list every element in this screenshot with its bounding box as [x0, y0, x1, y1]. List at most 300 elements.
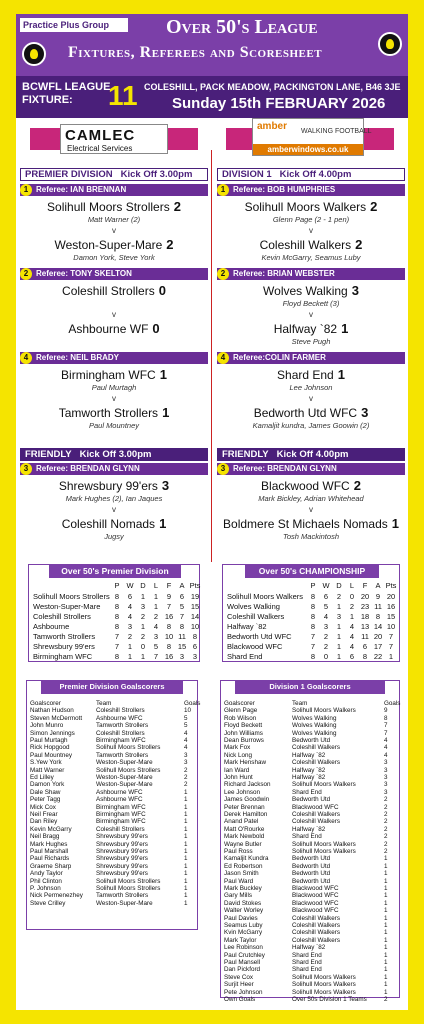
stat-value: 7 — [114, 642, 120, 651]
scorer-name: Simon Jennings — [30, 729, 75, 737]
versus-label: v — [309, 226, 313, 235]
scorer-name: Steven McDermott — [30, 714, 83, 722]
stat-value: 13 — [360, 622, 370, 631]
away-team — [217, 516, 405, 531]
scorer-name: Steve Crilley — [30, 899, 66, 907]
scorer-name: Phil Clinton — [30, 877, 62, 885]
team-name: Wolves Walking — [227, 602, 280, 611]
scorer-goals: 1 — [184, 862, 188, 870]
scorer-row — [30, 752, 193, 759]
league-subtitle: Fixtures, Referees and Scoresheet — [68, 44, 323, 61]
away-scorers: Kevin McGarry, Seamus Luby — [261, 253, 361, 262]
scorer-team: Solihull Moors Strollers — [96, 877, 161, 885]
home-scorers: Mark Hughes (2), Ian Jaques — [65, 494, 163, 503]
referee-name: Referee: BOB HUMPHRIES — [233, 185, 336, 194]
scorer-team: Solihull Moors Strollers — [96, 766, 161, 774]
scorer-row — [224, 826, 395, 833]
stat-value: 5 — [323, 602, 329, 611]
scorer-team: Shrewsbury 99'ers — [96, 840, 148, 848]
scorer-team: Coleshill Walkers — [292, 811, 341, 818]
kickoff-time: Kick Off 3.00pm — [120, 169, 193, 180]
team-name: Wolves Walking — [263, 284, 348, 298]
scorer-goals: 5 — [184, 722, 188, 730]
referee-bar — [217, 463, 405, 475]
scorer-row — [224, 937, 395, 944]
home-team — [217, 367, 405, 382]
column-header: W — [126, 581, 134, 590]
stat-value: 9 — [166, 592, 172, 601]
scorer-goals: 2 — [184, 774, 188, 781]
stat-value: 7 — [388, 642, 394, 651]
scorer-team: Coleshill Walkers — [292, 759, 341, 767]
scorer-name: Paul Mansell — [224, 959, 261, 966]
scorer-row — [30, 781, 193, 788]
scorer-goals: 3 — [384, 781, 388, 789]
team-name: Coleshill Nomads — [61, 517, 156, 531]
scorer-team: Ashbourne WFC — [96, 714, 143, 722]
scorer-name: Dan Riley — [30, 818, 58, 826]
scorer-team: Wolves Walking — [292, 714, 337, 722]
stat-value: 14 — [190, 612, 200, 621]
sponsor-left-name: CAMLEC — [65, 127, 136, 144]
scorer-name: Matt Warner — [30, 766, 65, 774]
stat-value: 7 — [179, 612, 185, 621]
scorer-row — [30, 885, 193, 892]
stat-value: 8 — [375, 612, 381, 621]
match-number: 2 — [217, 268, 229, 280]
scorer-team: Shard End — [292, 959, 322, 966]
scorer-team: Solihull Moors Walkers — [292, 848, 356, 855]
scorer-team: Weston-Super-Mare — [96, 759, 153, 767]
table-row — [227, 612, 403, 622]
stat-value: 7 — [153, 652, 159, 661]
league-logo-right-icon — [378, 32, 402, 56]
scorer-team: Halfway `82 — [292, 825, 326, 833]
scorer-team: Blackwood WFC — [292, 803, 339, 811]
stat-value: 8 — [310, 602, 316, 611]
scorer-goals: 2 — [384, 840, 388, 848]
scorer-row — [30, 855, 193, 862]
scorer-row — [224, 744, 395, 751]
scorer-row — [30, 737, 193, 744]
table-row — [227, 602, 403, 612]
table-row — [33, 632, 203, 642]
scorer-goals: 1 — [184, 788, 188, 796]
scorer-row — [30, 774, 193, 781]
league-code: BCWFL LEAGUE FIXTURE: — [22, 81, 111, 106]
scorer-name: Paul Crutchley — [224, 951, 265, 959]
scorer-goals: 2 — [384, 818, 388, 826]
column-header: L — [153, 581, 159, 590]
referee-name: Referee: TONY SKELTON — [36, 269, 132, 278]
scorer-goals: 2 — [384, 796, 388, 804]
home-scorers: Lee Johnson — [289, 383, 333, 392]
stat-value: 1 — [336, 602, 342, 611]
premier-goalscorers-title: Premier Division Goalscorers — [41, 680, 183, 694]
scorer-row — [224, 789, 395, 796]
stat-value: 7 — [166, 602, 172, 611]
kickoff-time: Kick Off 3.00pm — [79, 449, 152, 460]
scorer-team: Weston-Super-Mare — [96, 774, 153, 781]
scorer-row — [224, 966, 395, 973]
stat-value: 3 — [179, 652, 185, 661]
scorer-row — [30, 796, 193, 803]
stat-value: 15 — [190, 602, 200, 611]
column-header: F — [362, 581, 368, 590]
scorer-row — [224, 989, 395, 996]
scorer-row — [224, 863, 395, 870]
scorer-row — [30, 767, 193, 774]
table-row — [33, 652, 203, 662]
scorer-goals: Goals — [184, 700, 201, 707]
scorer-row — [30, 811, 193, 818]
scorer-row — [224, 730, 395, 737]
stat-value: 16 — [386, 602, 396, 611]
scorer-name: Anand Patel — [224, 818, 259, 826]
scorer-name: Rick Hopgood — [30, 744, 70, 752]
stat-value: 10 — [386, 622, 396, 631]
scorer-name: Paul Ward — [224, 877, 254, 885]
scorer-team: Halfway `82 — [292, 774, 326, 781]
stat-value: 1 — [349, 612, 355, 621]
team-name: Ashbourne WF — [68, 322, 149, 336]
section-bar — [20, 448, 208, 461]
sponsor-right-name: amber — [257, 121, 288, 132]
scorer-name: Jason Smith — [224, 870, 259, 878]
scorer-goals: 2 — [184, 766, 188, 774]
stat-value: 23 — [360, 602, 370, 611]
scorer-team: Shrewsbury 99'ers — [96, 855, 148, 863]
scorer-team: Wolves Walking — [292, 722, 337, 730]
match-number: 1 — [217, 184, 229, 196]
team-score: 3 — [161, 478, 170, 493]
stat-value: 4 — [349, 622, 355, 631]
fixture-number: 11 — [108, 80, 138, 111]
scorer-team: Halfway `82 — [292, 766, 326, 774]
kickoff-time: Kick Off 4.00pm — [276, 449, 349, 460]
scorer-name: Gary Mills — [224, 892, 252, 900]
stat-value: 8 — [310, 622, 316, 631]
scorer-goals: 1 — [184, 855, 188, 863]
scorer-team: Solihull Moors Walkers — [292, 988, 356, 996]
referee-bar — [217, 268, 405, 280]
division1-goalscorers — [220, 680, 401, 1003]
scorer-team: Blackwood WFC — [292, 899, 339, 907]
stat-value: 5 — [179, 602, 185, 611]
scorer-goals: 1 — [184, 870, 188, 878]
stat-value: 7 — [310, 632, 316, 641]
scorer-team: Coleshill Walkers — [292, 818, 341, 826]
scorer-team: Bedworth Utd — [292, 796, 331, 804]
scorer-row — [224, 870, 395, 877]
stat-value: 2 — [140, 612, 146, 621]
scorer-row — [30, 707, 193, 714]
scorer-row — [30, 863, 193, 870]
scorer-name: Own Goals — [224, 996, 256, 1003]
scorer-row — [224, 715, 395, 722]
org-name: Practice Plus Group — [20, 18, 128, 32]
scorer-team: Team — [292, 700, 308, 707]
stat-value: 1 — [127, 652, 133, 661]
referee-bar — [217, 352, 405, 364]
scorer-row — [224, 907, 395, 914]
scorer-row — [30, 722, 193, 729]
scorer-goals: 1 — [384, 959, 388, 966]
table-row — [227, 622, 403, 632]
scorer-goals: 1 — [184, 803, 188, 811]
column-header: A — [179, 581, 185, 590]
scorer-team: Over 50s Division 1 Teams — [292, 996, 367, 1003]
scorer-goals: 1 — [184, 811, 188, 818]
scorer-goals: 4 — [384, 751, 388, 759]
referee-name: Referee: IAN BRENNAN — [36, 185, 127, 194]
away-team — [20, 516, 208, 531]
away-team — [20, 237, 208, 252]
scorer-goals: 1 — [384, 944, 388, 952]
away-scorers: Jugsy — [104, 532, 124, 541]
scorer-name: Derek Hamilton — [224, 811, 268, 818]
column-header: F — [166, 581, 172, 590]
scorer-name: Ed Robertson — [224, 862, 263, 870]
stat-value: 1 — [336, 642, 342, 651]
away-team — [217, 237, 405, 252]
scorer-goals: 2 — [384, 825, 388, 833]
home-scorers: Glenn Page (2 - 1 pen) — [272, 215, 350, 224]
scorer-name: Nick Long — [224, 751, 253, 759]
scorer-team: Coleshill Walkers — [292, 922, 341, 929]
scorer-goals: 1 — [384, 870, 388, 878]
table-row — [33, 622, 203, 632]
scorer-row — [224, 981, 395, 988]
scorer-name: Peter Tagg — [30, 796, 61, 804]
match-date: Sunday 15th FEBRUARY 2026 — [172, 95, 386, 112]
scorer-row — [224, 796, 395, 803]
scorer-name: Damon York — [30, 781, 65, 789]
scorer-name: Walter Worley — [224, 907, 264, 915]
stat-value: 4 — [127, 602, 133, 611]
scorer-goals: 7 — [384, 729, 388, 737]
team-name: Birmingham WFC — [33, 652, 93, 661]
sponsor-right-sub: WALKING FOOTBALL — [301, 128, 372, 135]
scorer-row — [224, 841, 395, 848]
referee-name: Referee: NEIL BRADY — [36, 353, 119, 362]
scorer-row — [224, 774, 395, 781]
away-scorers: Damon York, Steve York — [73, 253, 155, 262]
stat-value: 16 — [164, 612, 174, 621]
scorer-team: Solihull Moors Walkers — [292, 981, 356, 989]
home-scorers: Floyd Beckett (3) — [282, 299, 340, 308]
scorer-team: Weston-Super-Mare — [96, 781, 153, 789]
column-header: Pts — [385, 581, 397, 590]
scorer-name: Dan Pickford — [224, 966, 261, 974]
league-title: Over 50's League — [166, 16, 318, 38]
scorer-goals: Goals — [384, 700, 401, 707]
scorer-team: Solihull Moors Walkers — [292, 973, 356, 981]
scorer-name: Glenn Page — [224, 707, 258, 715]
sponsor-left — [60, 124, 168, 154]
scorer-row — [224, 878, 395, 885]
scorer-team: Coleshill Walkers — [292, 744, 341, 752]
stat-value: 1 — [336, 622, 342, 631]
scorer-goals: 2 — [384, 803, 388, 811]
table-row — [227, 642, 403, 652]
scorer-name: Ian Ward — [224, 766, 250, 774]
stat-value: 2 — [323, 632, 329, 641]
scorer-row — [224, 915, 395, 922]
team-score: 3 — [361, 405, 369, 420]
section-bar — [20, 168, 208, 181]
scorer-name: Nick Permenezhey — [30, 892, 83, 900]
sponsor-right — [252, 118, 372, 156]
scorer-row — [224, 855, 395, 862]
scorer-team: Solihull Moors Walkers — [292, 840, 356, 848]
scorer-team: Weston-Super-Mare — [96, 899, 153, 907]
stat-value: 2 — [140, 632, 146, 641]
stat-value: 8 — [114, 652, 120, 661]
stat-value: 8 — [192, 632, 198, 641]
scorer-goals: 1 — [184, 796, 188, 804]
stat-value: 4 — [127, 612, 133, 621]
scorer-team: Coleshill Walkers — [292, 936, 341, 944]
scorer-goals: 1 — [184, 818, 188, 826]
scorer-name: Surjit Heer — [224, 981, 254, 989]
team-name: Weston-Super-Mare — [33, 602, 101, 611]
stat-value: 4 — [349, 632, 355, 641]
scorer-row — [30, 818, 193, 825]
scorer-team: Birmingham WFC — [96, 803, 146, 811]
scorer-team: Bedworth Utd — [292, 737, 331, 744]
scorer-goals: 2 — [384, 811, 388, 818]
team-score: 3 — [351, 283, 359, 298]
scorer-goals: 9 — [384, 707, 388, 715]
scorer-row — [224, 833, 395, 840]
scorer-goals: 4 — [184, 729, 188, 737]
scorer-goals: 1 — [384, 929, 388, 937]
premier-goalscorers — [26, 680, 201, 930]
scorer-row — [224, 952, 395, 959]
stat-value: 2 — [336, 592, 342, 601]
team-name: Solihull Moors Strollers — [33, 592, 110, 601]
scorer-name: Graeme Sharp — [30, 862, 72, 870]
stat-value: 8 — [310, 652, 316, 661]
scorer-team: Birmingham WFC — [96, 818, 146, 826]
scorer-name: Seamus Luby — [224, 922, 263, 929]
scorer-team: Tamworth Strollers — [96, 892, 149, 900]
scorer-goals: 1 — [384, 855, 388, 863]
scorer-name: Nathan Hudson — [30, 707, 74, 715]
scorer-goals: 4 — [184, 737, 188, 744]
team-score: 2 — [173, 199, 181, 214]
column-header: Pts — [189, 581, 201, 590]
stat-value: 0 — [323, 652, 329, 661]
stat-value: 8 — [114, 622, 120, 631]
versus-label: v — [112, 226, 116, 235]
scorer-row — [30, 900, 193, 907]
column-divider — [211, 150, 212, 562]
referee-bar — [20, 268, 208, 280]
scorer-team: Shrewsbury 99'ers — [96, 833, 148, 841]
scorer-goals: 4 — [184, 744, 188, 752]
scorer-row — [224, 737, 395, 744]
stat-value: 7 — [114, 632, 120, 641]
scorer-goals: 1 — [384, 951, 388, 959]
team-name: Blackwood WFC — [227, 642, 283, 651]
scorer-row — [224, 885, 395, 892]
scorer-goals: 1 — [384, 922, 388, 929]
scorer-goals: 1 — [384, 892, 388, 900]
referee-bar — [217, 184, 405, 196]
scorer-row — [30, 892, 193, 899]
scorer-team: Wolves Walking — [292, 729, 337, 737]
scorer-goals: 1 — [384, 973, 388, 981]
team-score: 1 — [159, 367, 167, 382]
stat-value: 0 — [349, 592, 355, 601]
scorer-name: Goalscorer — [30, 700, 61, 707]
scorer-name: Mark Newbold — [224, 833, 265, 841]
stat-value: 4 — [153, 622, 159, 631]
scorer-row — [224, 707, 395, 714]
section-title: FRIENDLY — [25, 449, 72, 460]
stat-value: 8 — [114, 602, 120, 611]
scorer-row — [224, 767, 395, 774]
scorer-name: Dale Shaw — [30, 788, 61, 796]
scorer-goals: 8 — [384, 714, 388, 722]
stat-value: 19 — [190, 592, 200, 601]
scorer-team: Solihull Moors Walkers — [292, 707, 356, 715]
scorer-team: Shard End — [292, 833, 322, 841]
team-score: 1 — [159, 516, 167, 531]
scorer-goals: 1 — [184, 848, 188, 855]
team-name: Tamworth Strollers — [33, 632, 96, 641]
versus-label: v — [309, 394, 313, 403]
scorer-goals: 1 — [384, 966, 388, 974]
scorer-name: John Munro — [30, 722, 64, 730]
table-row — [227, 632, 403, 642]
team-name: Shard End — [277, 368, 334, 382]
venue: COLESHILL, PACK MEADOW, PACKINGTON LANE, B46 3JE — [144, 82, 401, 92]
stat-value: 20 — [360, 592, 370, 601]
scorer-name: Peter Brennan — [224, 803, 265, 811]
division1-goalscorers-title: Division 1 Goalscorers — [235, 680, 385, 694]
column-header: P — [310, 581, 316, 590]
stat-value: 6 — [192, 642, 198, 651]
scorer-name: Paul Mountney — [30, 751, 73, 759]
scorer-name: Lee Johnson — [224, 788, 261, 796]
team-score: 2 — [353, 478, 361, 493]
scorer-name: Mark Taylor — [224, 936, 257, 944]
scorer-row — [30, 833, 193, 840]
team-name: Shard End — [227, 652, 263, 661]
table-row — [227, 652, 403, 662]
section-title: FRIENDLY — [222, 449, 269, 460]
versus-label: v — [112, 310, 116, 319]
match-number: 1 — [20, 184, 32, 196]
scorer-goals: 1 — [184, 899, 188, 907]
team-name: Bedworth Utd WFC — [253, 406, 358, 420]
home-team — [20, 478, 208, 493]
scorer-goals: 1 — [384, 885, 388, 892]
scorer-name: Kevin McGarry — [30, 825, 72, 833]
stat-value: 8 — [179, 622, 185, 631]
scorer-name: Neil Frear — [30, 811, 58, 818]
stat-value: 14 — [373, 622, 383, 631]
scorer-team: Ashbourne WFC — [96, 796, 143, 804]
scorer-goals: 3 — [184, 759, 188, 767]
team-name: Weston-Super-Mare — [54, 238, 163, 252]
match-number: 4 — [20, 352, 32, 364]
away-team — [217, 405, 405, 420]
scorer-team: Ashbourne WFC — [96, 788, 143, 796]
